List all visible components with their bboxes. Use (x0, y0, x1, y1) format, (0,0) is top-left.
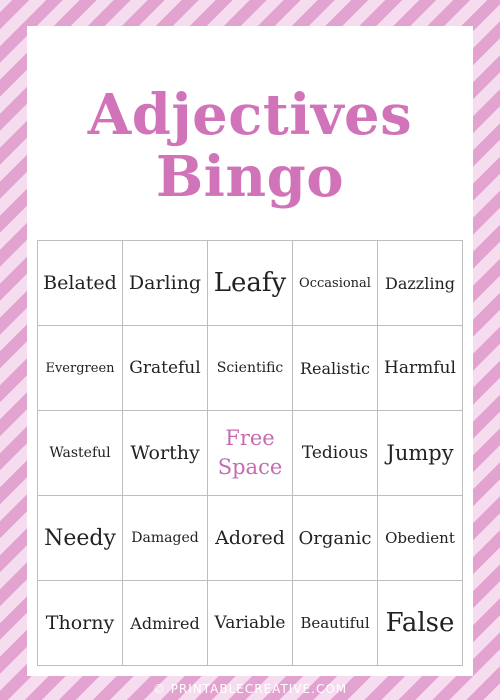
bingo-cell: Grateful (123, 326, 208, 411)
title-line-2: Bingo (155, 144, 345, 210)
free-space-line-2: Space (217, 455, 283, 479)
bingo-cell: Needy (38, 496, 123, 581)
bingo-cell: Jumpy (378, 411, 463, 496)
bingo-cell: Realistic (293, 326, 378, 411)
bingo-cell: Obedient (378, 496, 463, 581)
bingo-grid (37, 240, 463, 666)
bingo-cell: Scientific (208, 326, 293, 411)
free-space-line-1: Free (225, 426, 275, 450)
bingo-cell: Wasteful (38, 411, 123, 496)
free-space-cell (208, 411, 293, 496)
bingo-cell: Worthy (123, 411, 208, 496)
page-title (27, 84, 473, 208)
bingo-cell: Leafy (208, 241, 293, 326)
bingo-cell: Adored (208, 496, 293, 581)
bingo-cell: Tedious (293, 411, 378, 496)
bingo-cell: Organic (293, 496, 378, 581)
bingo-cell: Beautiful (293, 581, 378, 666)
footer-credit: © PRINTABLECREATIVE.COM (152, 682, 348, 696)
bingo-cell: Belated (38, 241, 123, 326)
bingo-cell: Variable (208, 581, 293, 666)
bingo-cell: Occasional (293, 241, 378, 326)
title-line-1: Adjectives (87, 82, 413, 148)
bingo-card (27, 26, 473, 676)
bingo-cell: Thorny (38, 581, 123, 666)
bingo-cell: Admired (123, 581, 208, 666)
bingo-cell: Darling (123, 241, 208, 326)
bingo-cell: Evergreen (38, 326, 123, 411)
bingo-cell: Harmful (378, 326, 463, 411)
bingo-cell: Damaged (123, 496, 208, 581)
bingo-cell: Dazzling (378, 241, 463, 326)
bingo-cell: False (378, 581, 463, 666)
